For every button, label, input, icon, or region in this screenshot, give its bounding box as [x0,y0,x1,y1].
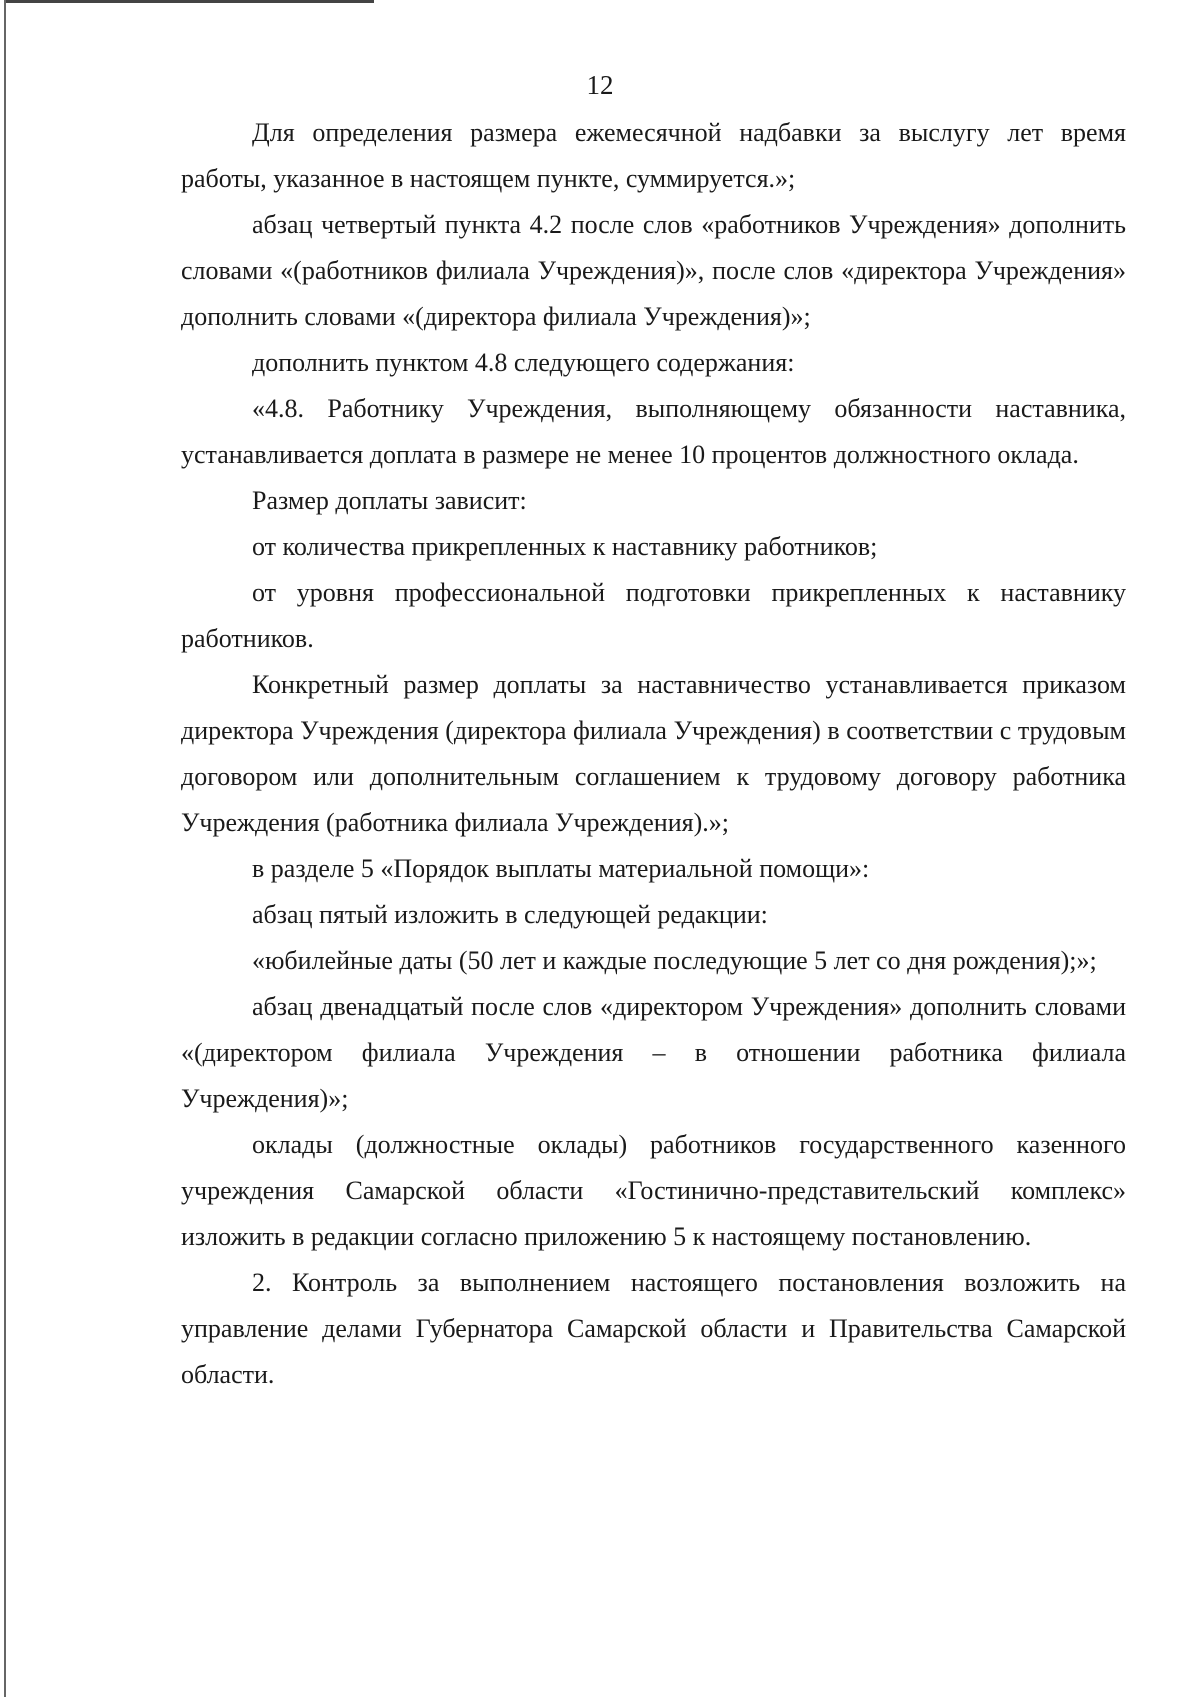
paragraph: «юбилейные даты (50 лет и каждые последующие 5 лет со дня рождения);»; [252,946,1097,975]
paragraph: в разделе 5 «Порядок выплаты материальной помощи»: [252,854,870,883]
paragraph: оклады (должностные оклады) работников государственного казенного учреждения Самарской области «Гостинично-представительский комплекс» изложить в редакции согласно приложению 5 к настоящему постановлению. [181,1130,1126,1251]
paragraph: от уровня профессиональной подготовки прикрепленных к наставнику работников. [181,578,1126,653]
paragraph: Размер доплаты зависит: [252,486,527,515]
paragraph: дополнить пунктом 4.8 следующего содержания: [252,348,795,377]
paragraph: абзац пятый изложить в следующей редакции: [252,900,768,929]
paragraph: Конкретный размер доплаты за наставничество устанавливается приказом директора Учреждения (директора филиала Учреждения) в соответствии с трудовым договором или дополнительным соглашением к трудовому договору работника Учреждения (работника филиала Учреждения).»; [181,670,1126,837]
paragraph: абзац двенадцатый после слов «директором Учреждения» дополнить словами «(директором филиала Учреждения – в отношении работника филиала Учреждения)»; [181,992,1126,1113]
paragraph: 2. Контроль за выполнением настоящего постановления возложить на управление делами Губернатора Самарской области и Правительства Самарской области. [181,1268,1126,1389]
paragraph: от количества прикрепленных к наставнику работников; [252,532,878,561]
paragraph: «4.8. Работнику Учреждения, выполняющему обязанности наставника, устанавливается доплата в размере не менее 10 процентов должностного оклада. [181,394,1126,469]
page-number: 12 [586,70,614,100]
paragraph: абзац четвертый пункта 4.2 после слов «работников Учреждения» дополнить словами «(работников филиала Учреждения)», после слов «директора Учреждения» дополнить словами «(директора филиала Учреждения)»; [181,210,1126,331]
document-body [181,110,1126,1398]
paragraph: Для определения размера ежемесячной надбавки за выслугу лет время работы, указанное в настоящем пункте, суммируется.»; [181,118,1126,193]
scan-left-edge [4,0,6,1697]
scan-edge-line [4,0,374,3]
